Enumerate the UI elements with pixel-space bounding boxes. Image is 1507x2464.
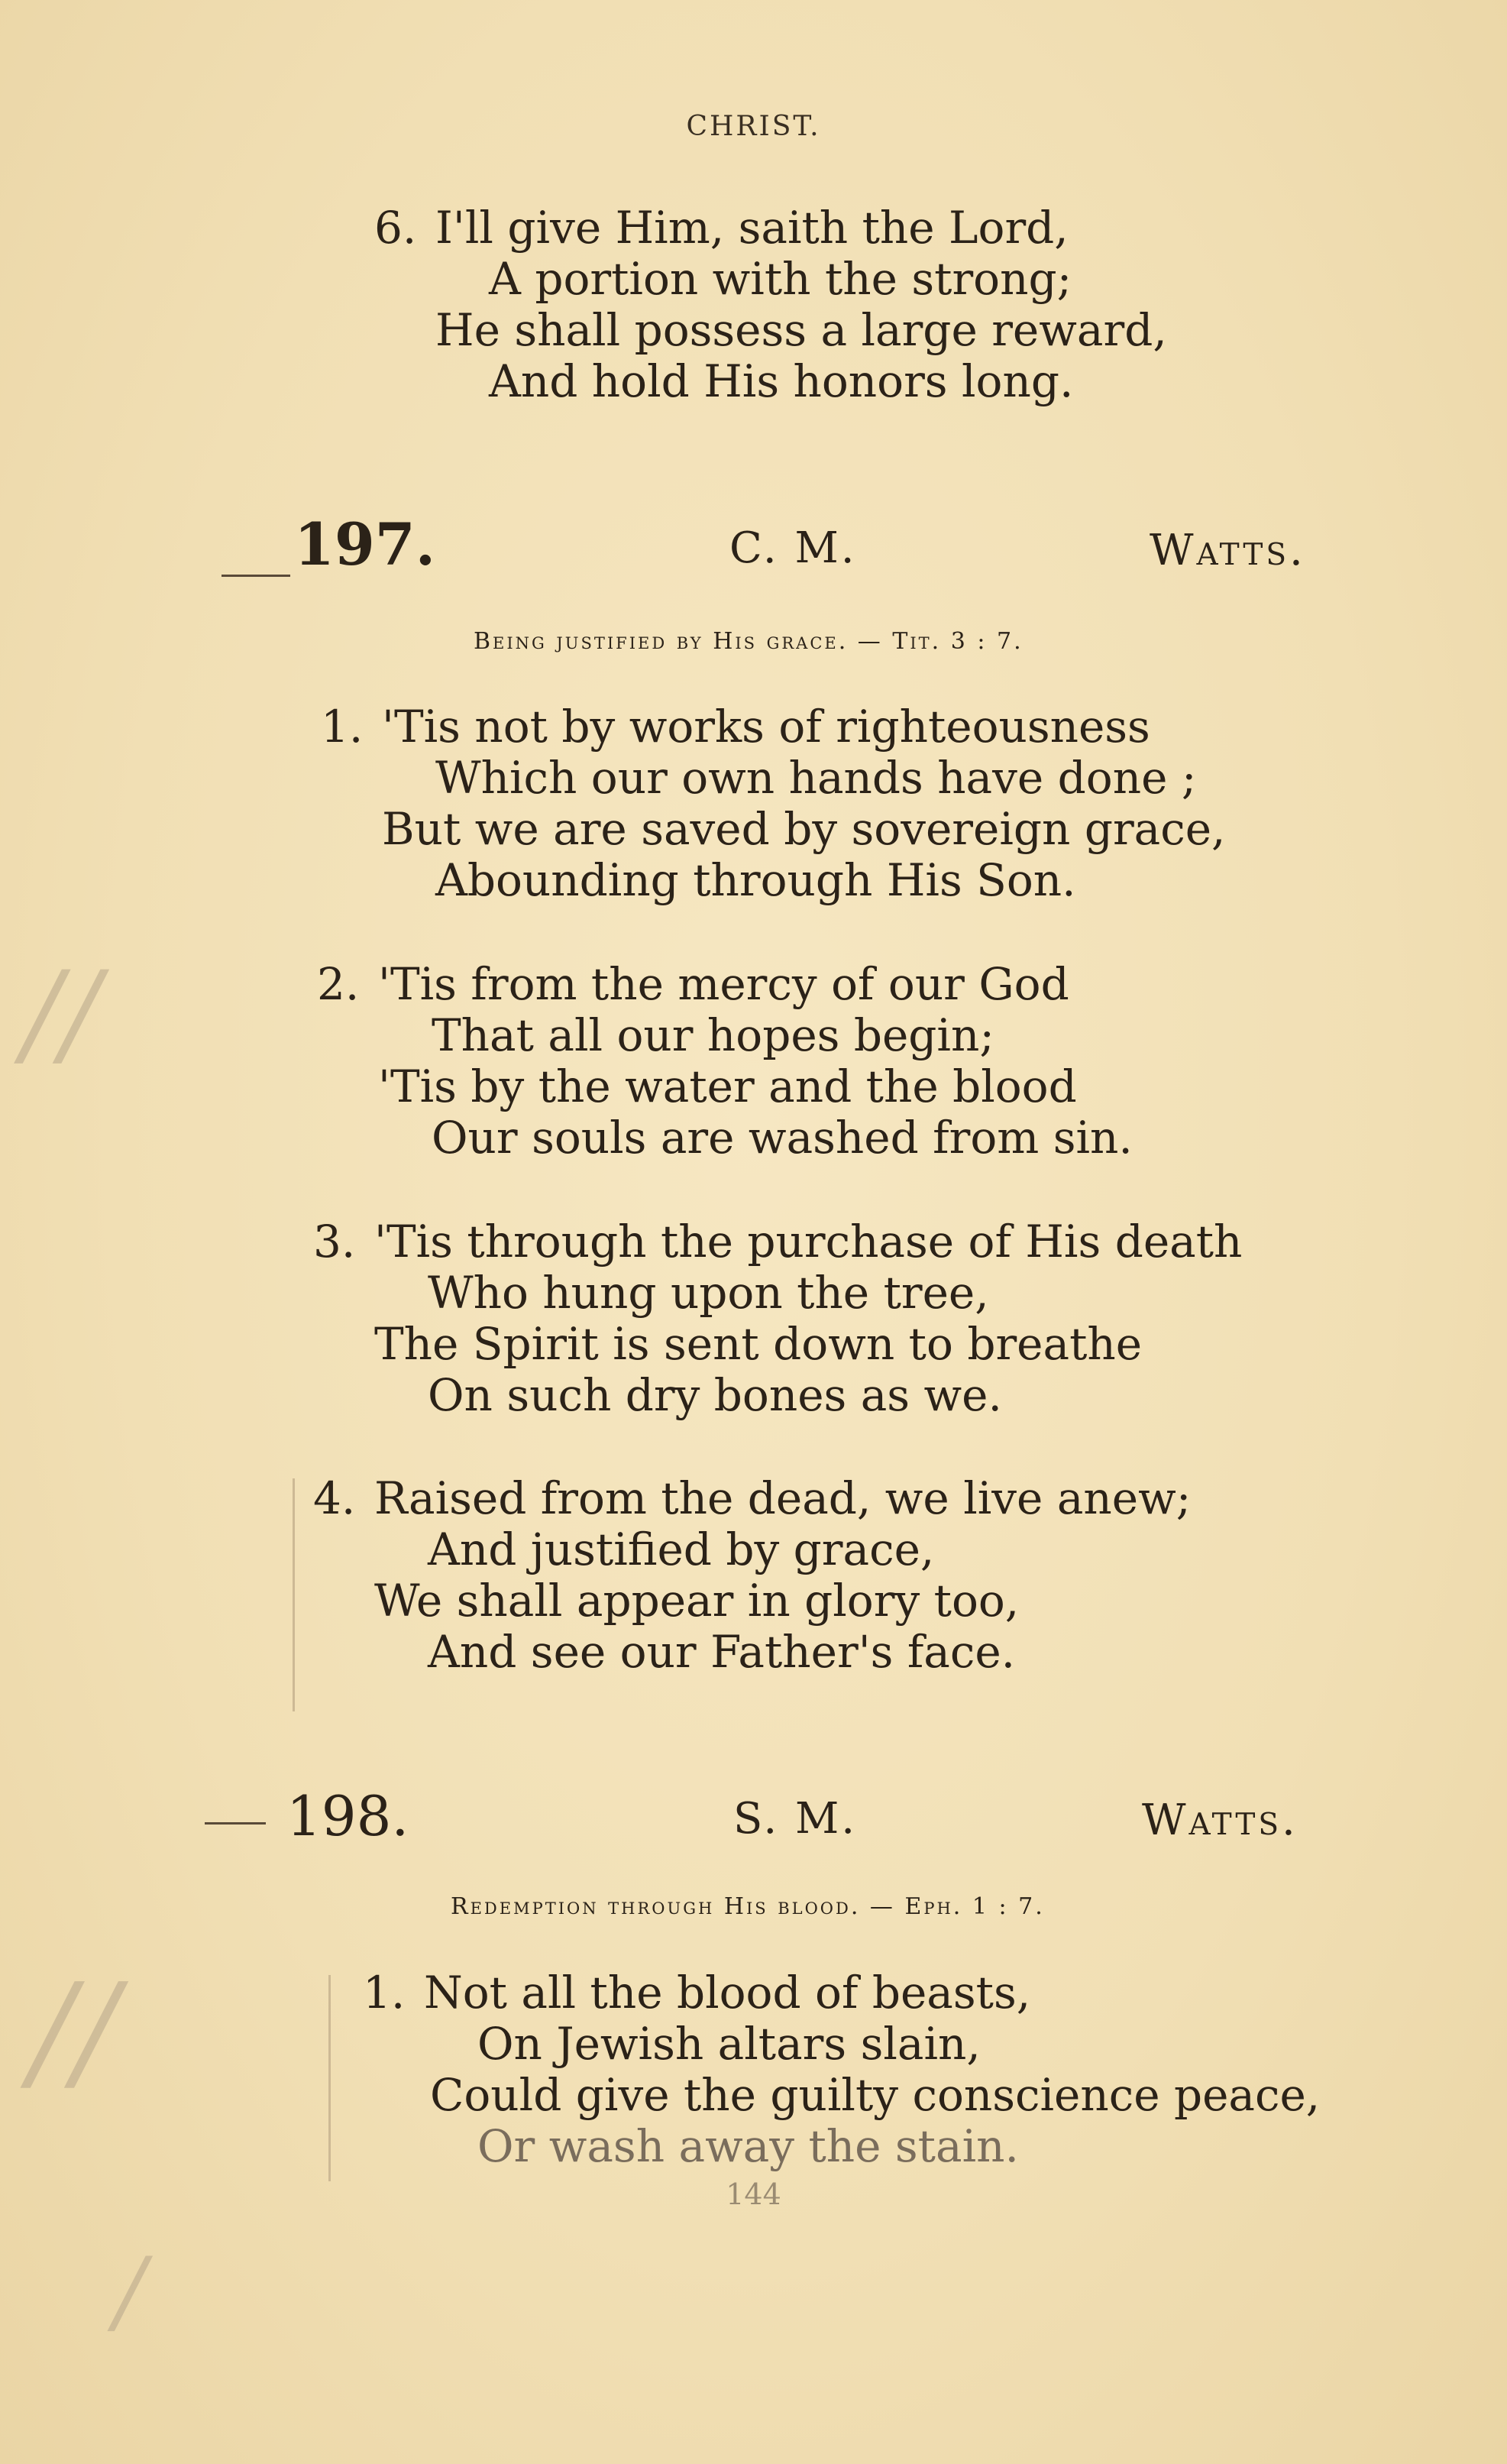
verse-number: 1. [363,1967,406,2019]
verse-number: 3. [313,1216,356,1268]
verse-line: The Spirit is sent down to breathe [374,1318,1143,1370]
verse-line: Our souls are washed from sin. [432,1112,1133,1164]
verse-line: He shall possess a large reward, [435,304,1167,356]
verse-line: 1. Not all the blood of beasts, [363,1967,1031,2019]
verse-line: And see our Father's face. [428,1626,1016,1678]
verse-line: 6. I'll give Him, saith the Lord, [374,202,1069,254]
hymn-author: Watts. [1150,526,1306,575]
verse-line: That all our hopes begin; [432,1009,994,1061]
verse-number: 4. [313,1472,356,1524]
margin-pencil-line [328,1975,331,2181]
verse-line: On Jewish altars slain, [477,2018,981,2070]
verse-line: 'Tis by the water and the blood [378,1060,1077,1112]
verse-line: 2. 'Tis from the mercy of our God [317,958,1069,1010]
stanza-6 [374,202,1167,407]
verse-line: We shall appear in glory too, [374,1575,1020,1627]
margin-pencil-mark: ∕ [115,2239,146,2345]
hymn-number: 197. [294,510,436,578]
verse-number: 1. [321,701,364,753]
margin-pencil-mark: ∕∕ [31,1956,118,2107]
margin-dash [222,575,290,577]
verse-line: And justified by grace, [428,1523,935,1575]
verse-line: 1. 'Tis not by works of righteousness [321,701,1150,753]
verse-line: Abounding through His Son. [435,854,1076,906]
verse-line: A portion with the strong; [489,253,1072,305]
verse-line: Or wash away the stain. [477,2120,1019,2172]
hymn-197-verse-2 [317,959,1133,1164]
margin-pencil-mark: ∕∕ [23,947,101,1080]
verse-line: 4. Raised from the dead, we live anew; [313,1472,1192,1524]
hymn-meter: S. M. [733,1794,858,1844]
hymn-subtitle: Being justified by His grace. — Tit. 3 : 7. [474,628,1024,655]
verse-line: Which our own hands have done ; [435,752,1197,804]
hymn-197-verse-4 [313,1473,1191,1678]
margin-dash [205,1822,266,1825]
verse-number: 2. [317,958,360,1010]
verse-line: Could give the guilty conscience peace, [430,2069,1321,2121]
hymn-198-verse-1 [363,1967,1320,2172]
hymn-meter: C. M. [729,523,857,573]
running-title: CHRIST. [686,111,821,142]
hymn-197-verse-3 [313,1216,1242,1421]
hymn-number: 198. [286,1784,409,1848]
verse-line: And hold His honors long. [489,355,1074,407]
hymn-197-verse-1 [321,701,1226,906]
verse-number: 6. [374,202,417,254]
hymn-subtitle: Redemption through His blood. — Eph. 1 : 7. [451,1893,1045,1920]
verse-line: 3. 'Tis through the purchase of His death [313,1216,1243,1268]
page-number: 144 [726,2177,781,2211]
verse-line: Who hung upon the tree, [428,1267,989,1319]
verse-line: On such dry bones as we. [428,1369,1002,1421]
margin-pencil-line [293,1478,295,1711]
hymn-author: Watts. [1142,1795,1298,1845]
verse-line: But we are saved by sovereign grace, [382,803,1226,855]
